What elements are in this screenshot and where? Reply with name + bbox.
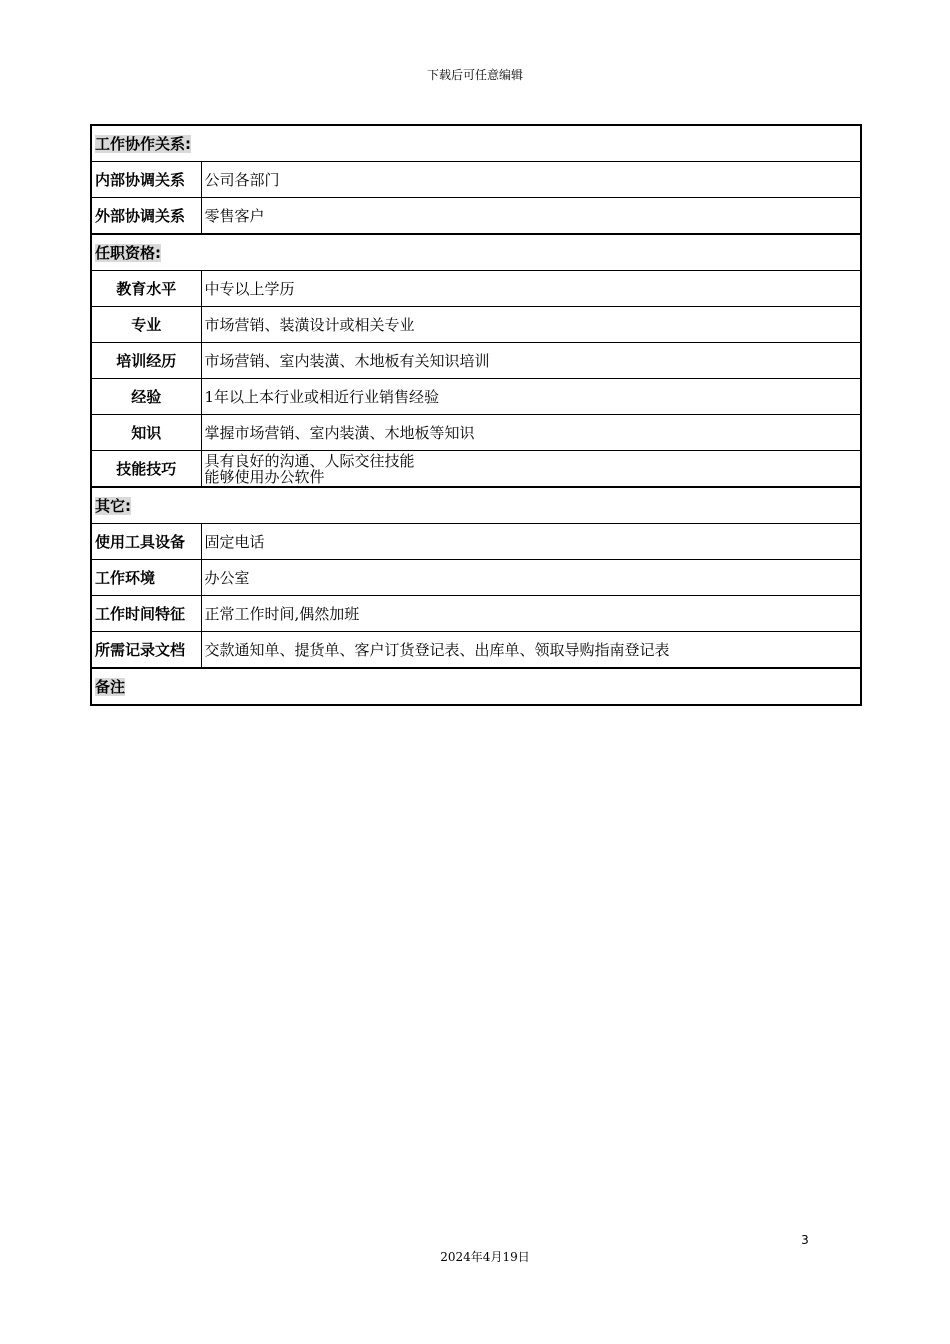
row-value-skills — [201, 451, 861, 488]
footer-date: 2024年4月19日 — [440, 1250, 530, 1264]
page-number: 3 — [801, 1233, 809, 1247]
row-label-records: 所需记录文档 — [91, 632, 201, 669]
table-row — [91, 162, 861, 198]
row-value-environment: 办公室 — [201, 560, 861, 596]
header-note: 下载后可任意编辑 — [426, 68, 523, 82]
table-row — [91, 632, 861, 669]
row-value-records: 交款通知单、提货单、客户订货登记表、出库单、领取导购指南登记表 — [201, 632, 861, 669]
row-label-internal-coordination: 内部协调关系 — [91, 162, 201, 198]
row-value-training: 市场营销、室内装潢、木地板有关知识培训 — [201, 343, 861, 379]
row-label-work-hours: 工作时间特征 — [91, 596, 201, 632]
skills-line: 能够使用办公软件 — [204, 467, 325, 486]
row-label-environment: 工作环境 — [91, 560, 201, 596]
table-row — [91, 198, 861, 235]
section-other-header — [91, 487, 861, 524]
row-label-education: 教育水平 — [91, 271, 201, 307]
row-label-skills: 技能技巧 — [91, 451, 201, 488]
row-label-external-coordination: 外部协调关系 — [91, 198, 201, 235]
section-title-cooperation: 工作协作关系: — [95, 135, 191, 153]
row-value-external-coordination: 零售客户 — [201, 198, 861, 235]
skills-line: 具有良好的沟通、人际交往技能 — [204, 451, 415, 470]
section-title-other: 其它: — [95, 497, 131, 515]
table-row — [91, 451, 861, 488]
table-row — [91, 307, 861, 343]
row-value-education: 中专以上学历 — [201, 271, 861, 307]
table-row — [91, 596, 861, 632]
job-description-table — [90, 124, 862, 706]
table-row — [91, 379, 861, 415]
row-value-experience: 1年以上本行业或相近行业销售经验 — [201, 379, 861, 415]
row-label-major: 专业 — [91, 307, 201, 343]
section-title-qualifications: 任职资格: — [95, 244, 161, 262]
row-value-internal-coordination: 公司各部门 — [201, 162, 861, 198]
row-value-major: 市场营销、装潢设计或相关专业 — [201, 307, 861, 343]
table-row — [91, 271, 861, 307]
row-label-tools: 使用工具设备 — [91, 524, 201, 560]
section-remarks-header — [91, 668, 861, 705]
section-title-remarks: 备注 — [95, 678, 126, 696]
row-value-knowledge: 掌握市场营销、室内装潢、木地板等知识 — [201, 415, 861, 451]
table-row — [91, 560, 861, 596]
table-row — [91, 524, 861, 560]
row-value-tools: 固定电话 — [201, 524, 861, 560]
row-label-experience: 经验 — [91, 379, 201, 415]
table-row — [91, 343, 861, 379]
section-cooperation-header — [91, 125, 861, 162]
row-value-work-hours: 正常工作时间,偶然加班 — [201, 596, 861, 632]
section-qualifications-header — [91, 234, 861, 271]
row-label-training: 培训经历 — [91, 343, 201, 379]
row-label-knowledge: 知识 — [91, 415, 201, 451]
table-row — [91, 415, 861, 451]
